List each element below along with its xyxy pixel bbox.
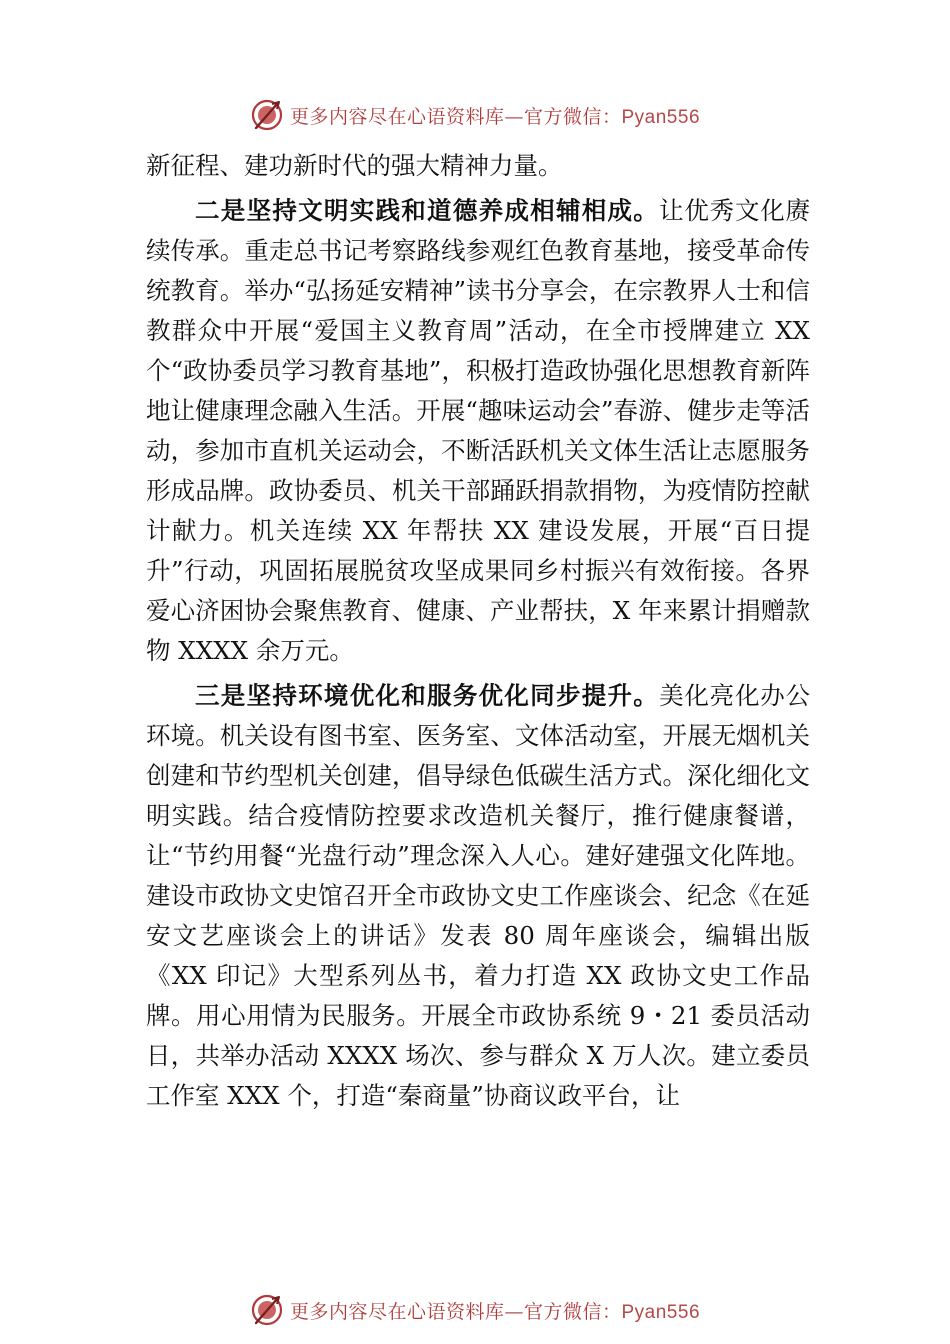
paragraph-lead: 二是坚持文明实践和道德养成相辅相成。 (195, 196, 660, 225)
paragraph-text: 让优秀文化赓续传承。重走总书记考察路线参观红色教育基地，接受革命传统教育。举办“弘扬延安精神”读书分享会，在宗教界人士和信教群众中开展“爱国主义教育周”活动，在全市授牌建立 XX 个“政协委员学习教育基地”，积极打造政协强化思想教育新阵地让健康理念融入生活。开展“趣味运动会”春游、健步走等活动，参加市直机关运动会，不断活跃机关文体生活让志愿服务形成品牌。政协委员、机关干部踊跃捐款捐物，为疫情防控献计献力。机关连续 XX 年帮扶 XX 建设发展，开展“百日提升”行动，巩固拓展脱贫攻坚成果同乡村振兴有效衔接。各界爱心济困协会聚焦教育、健康、产业帮扶，X 年来累计捐赠款物 XXXX 余万元。 (146, 196, 811, 665)
paragraph-section-three (146, 676, 810, 1116)
paragraph-text: 美化亮化办公环境。机关设有图书室、医务室、文体活动室，开展无烟机关创建和节约型机关创建，倡导绿色低碳生活方式。深化细化文明实践。结合疫情防控要求改造机关餐厅，推行健康餐谱，让“节约用餐“光盘行动”理念深入人心。建好建强文化阵地。建设市政协文史馆召开全市政协文史工作座谈会、纪念《在延安文艺座谈会上的讲话》发表 80 周年座谈会，编辑出版《XX 印记》大型系列丛书，着力打造 XX 政协文史工作品牌。用心用情为民服务。开展全市政协系统 9・21 委员活动日，共举办活动 XXXX 场次、参与群众 X 万人次。建立委员工作室 XXX 个，打造“秦商量”协商议政平台，让 (146, 681, 811, 1110)
paragraph-lead: 三是坚持环境优化和服务优化同步提升。 (195, 681, 660, 710)
watermark-slogan: 更多内容尽在心语资料库 (289, 105, 505, 128)
watermark-text (290, 1297, 700, 1324)
watermark-wechat-id: Pyan556 (621, 106, 701, 128)
paragraph-continuation (146, 146, 810, 186)
watermark-separator: — (504, 1300, 524, 1323)
quill-seal-icon (250, 1293, 284, 1327)
paragraph-text: 新征程、建功新时代的强大精神力量。 (146, 151, 563, 180)
paragraph-section-two (146, 191, 810, 671)
watermark-wechat-label: 官方微信： (523, 1300, 622, 1323)
quill-seal-icon (250, 98, 284, 132)
header-watermark (0, 95, 950, 135)
document-body (146, 146, 810, 1116)
watermark-text (290, 102, 700, 129)
watermark-wechat-label: 官方微信： (523, 105, 622, 128)
watermark-slogan: 更多内容尽在心语资料库 (289, 1300, 505, 1323)
watermark-separator: — (504, 105, 524, 128)
footer-watermark (0, 1290, 950, 1330)
watermark-wechat-id: Pyan556 (621, 1301, 701, 1323)
